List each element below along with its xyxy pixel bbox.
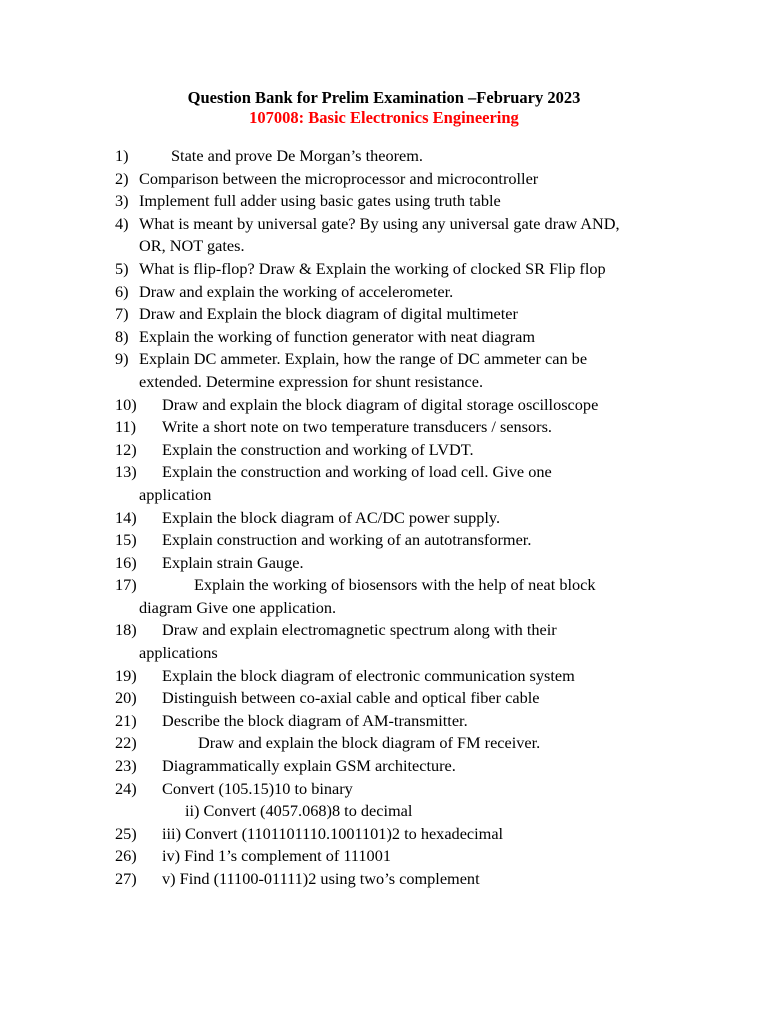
question-item [115,303,715,326]
question-number: 5) [115,258,129,278]
question-number: 1) [115,146,129,165]
question-number: 25) [115,823,137,843]
question-text-continued: ii) Convert (4057.068)8 to decimal [185,801,413,821]
question-text: Explain the working of function generator with neat diagram [139,326,536,346]
question-item [115,168,715,191]
question-text-continued: application [139,484,212,504]
question-item [115,665,715,688]
question-number: 19) [115,665,137,685]
course-subtitle: 107008: Basic Electronics Engineering [249,108,519,127]
page-title: Question Bank for Prelim Examination –February 2023 [187,88,581,107]
question-item [115,552,715,575]
question-item [115,281,715,304]
question-item [115,619,715,664]
question-number: 27) [115,869,137,888]
question-list [115,145,715,891]
question-number: 17) [115,575,137,595]
question-text: Explain DC ammeter. Explain, how the range of DC ammeter can be [139,349,588,369]
question-text-continued: applications [139,643,218,663]
question-number: 26) [115,846,137,866]
question-number: 6) [115,281,129,301]
question-item [115,258,715,281]
question-item [115,687,715,710]
question-item [115,755,715,778]
question-text: Explain the working of biosensors with the help of neat block [194,575,596,595]
question-text: Draw and explain electromagnetic spectrum along with their [162,620,557,640]
question-text: Draw and Explain the block diagram of digital multimeter [139,304,518,324]
question-item [115,439,715,462]
question-number: 8) [115,326,129,346]
question-text: Distinguish between co-axial cable and optical fiber cable [162,688,540,708]
question-text: v) Find (11100-01111)2 using two’s complement [162,869,480,888]
question-item [115,145,715,168]
question-text: Explain construction and working of an autotransformer. [162,530,532,550]
question-item [115,213,715,258]
question-number: 10) [115,394,137,414]
question-number: 9) [115,349,129,369]
question-item [115,868,715,891]
question-text: iii) Convert (1101101110.1001101)2 to hexadecimal [162,823,504,843]
question-item [115,732,715,755]
question-number: 3) [115,191,129,211]
question-text-continued: diagram Give one application. [139,597,337,617]
question-number: 22) [115,733,137,753]
question-item [115,529,715,552]
question-text: Draw and explain the block diagram of digital storage oscilloscope [162,394,599,414]
question-text: Explain the construction and working of LVDT. [162,439,474,459]
question-text: Explain the construction and working of load cell. Give one [162,462,552,482]
question-text: State and prove De Morgan’s theorem. [171,146,423,165]
question-item [115,326,715,349]
question-number: 23) [115,756,137,776]
question-item [115,845,715,868]
question-text: What is flip-flop? Draw & Explain the working of clocked SR Flip flop [139,258,606,278]
question-number: 4) [115,213,129,233]
question-number: 18) [115,620,137,640]
question-number: 14) [115,507,137,527]
question-text: Diagrammatically explain GSM architecture. [162,756,456,776]
question-number: 12) [115,439,137,459]
question-number: 21) [115,710,137,730]
question-item [115,574,715,619]
question-item [115,823,715,846]
question-item [115,190,715,213]
question-number: 2) [115,168,129,188]
question-text: Implement full adder using basic gates using truth table [139,191,501,211]
question-number: 20) [115,688,137,708]
question-number: 11) [115,417,137,437]
question-item [115,778,715,823]
question-text: Write a short note on two temperature transducers / sensors. [162,417,552,437]
question-number: 13) [115,462,137,482]
question-text: Explain the block diagram of AC/DC power supply. [162,507,501,527]
question-text: What is meant by universal gate? By using any universal gate draw AND, [139,213,620,233]
question-number: 7) [115,304,129,324]
question-text: Draw and explain the working of accelerometer. [139,281,454,301]
question-text-continued: extended. Determine expression for shunt resistance. [139,371,484,391]
question-text: Draw and explain the block diagram of FM receiver. [198,733,541,753]
question-number: 16) [115,552,137,572]
question-text-continued: OR, NOT gates. [139,236,245,256]
question-text: iv) Find 1’s complement of 111001 [162,846,391,866]
question-number: 15) [115,530,137,550]
question-number: 24) [115,778,137,798]
question-text: Convert (105.15)10 to binary [162,778,353,798]
question-item [115,507,715,530]
question-text: Comparison between the microprocessor and microcontroller [139,168,539,188]
question-item [115,394,715,417]
question-text: Describe the block diagram of AM-transmitter. [162,710,468,730]
question-text: Explain strain Gauge. [162,552,304,572]
question-item [115,710,715,733]
question-item [115,461,715,506]
question-text: Explain the block diagram of electronic communication system [162,665,575,685]
question-item [115,416,715,439]
question-item [115,348,715,393]
